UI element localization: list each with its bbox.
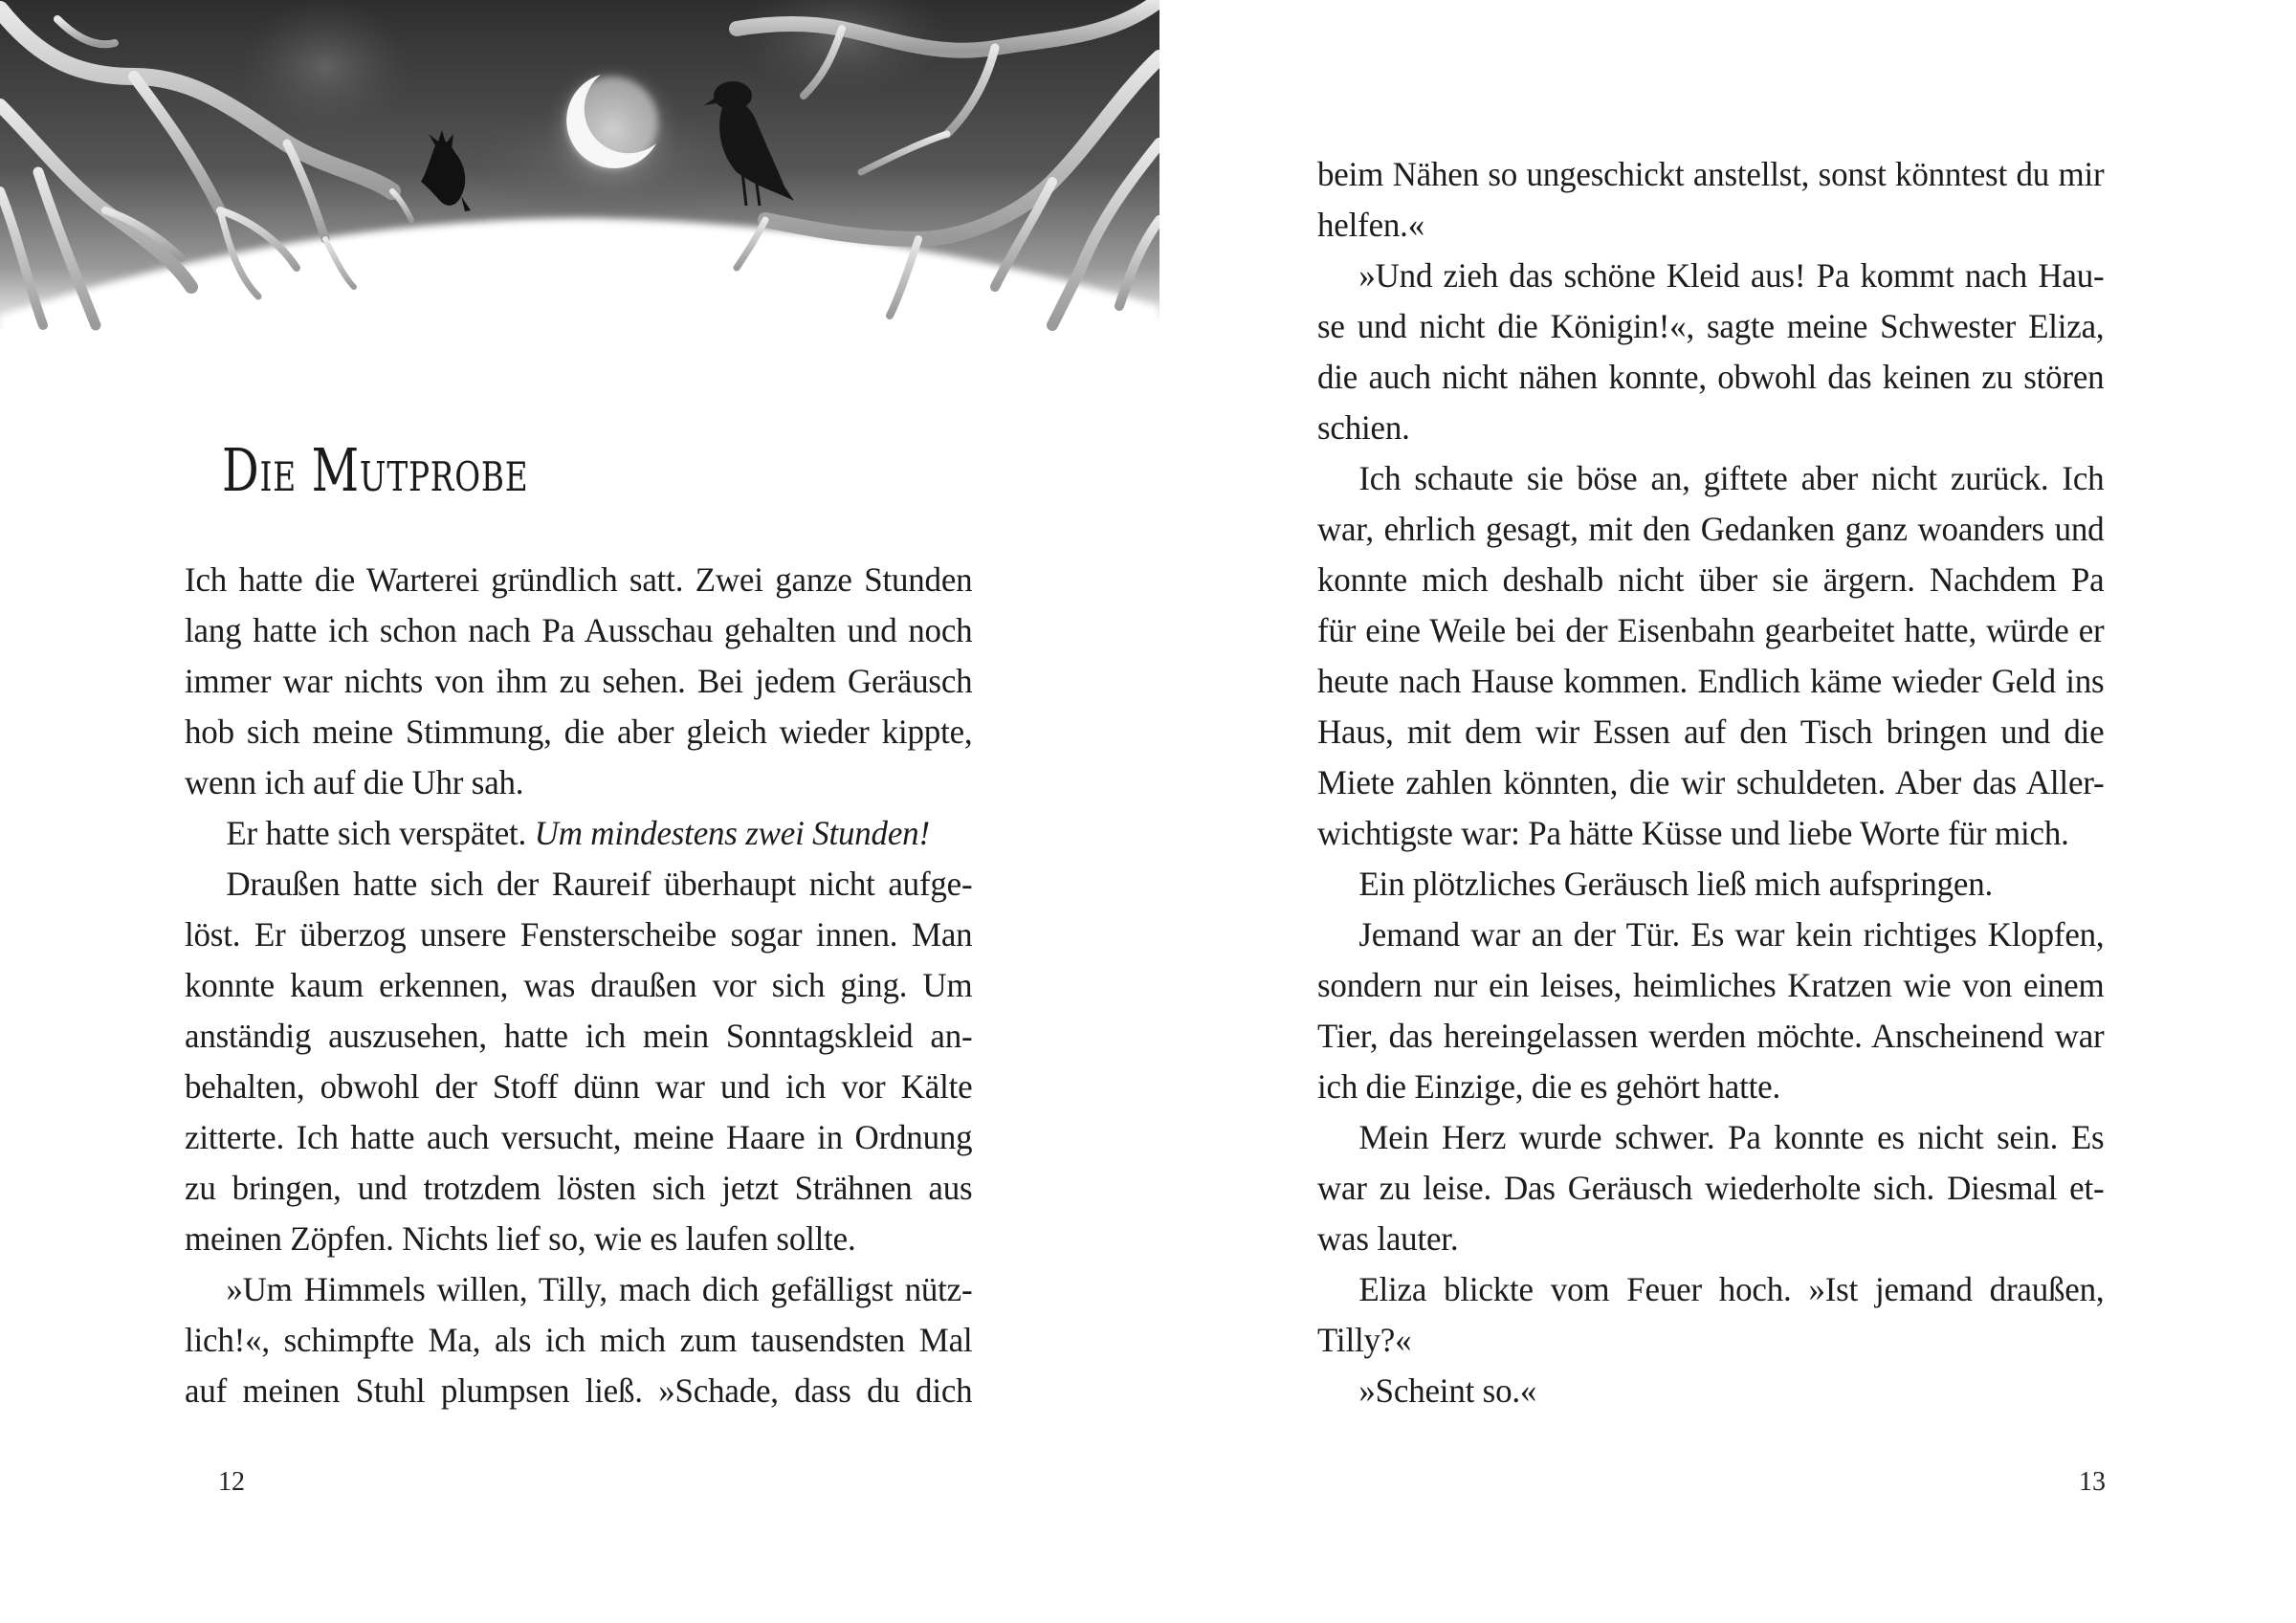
text-line: auf meinen Stuhl plumpsen ließ. »Schade, dass du dich xyxy=(185,1371,973,1410)
text-line: anständig auszusehen, hatte ich mein Sonntagskleid an- xyxy=(185,1017,973,1055)
text-line: Mein Herz wurde schwer. Pa konnte es nicht sein. Es xyxy=(1358,1118,2105,1156)
text-line: war, ehrlich gesagt, mit den Gedanken ganz woanders und xyxy=(1317,510,2105,548)
text-line: löst. Er überzog unsere Fensterscheibe sogar innen. Man xyxy=(185,915,973,954)
chapter-title-cap-1: D xyxy=(222,435,260,505)
text-line: zitterte. Ich hatte auch versucht, meine Haare in Ordnung xyxy=(185,1118,973,1156)
text-line: »Scheint so.« xyxy=(1358,1371,1537,1410)
text-line: die auch nicht nähen konnte, obwohl das keinen zu stören xyxy=(1317,358,2105,396)
text-line xyxy=(185,808,972,859)
text-line: Draußen hatte sich der Raureif überhaupt nicht aufge- xyxy=(226,865,973,903)
text-line: hob sich meine Stimmung, die aber gleich wieder kippte, xyxy=(185,713,973,751)
page-number: 13 xyxy=(2079,1467,2106,1497)
chapter-title xyxy=(222,435,529,505)
right-page-body xyxy=(1317,149,2116,1416)
text-line: Miete zahlen könnten, die wir schuldeten. Aber das Aller- xyxy=(1317,763,2105,801)
text-line: »Und zieh das schöne Kleid aus! Pa kommt nach Hau- xyxy=(1358,256,2105,295)
text-line: schien. xyxy=(1317,408,1410,447)
text-line: immer war nichts von ihm zu sehen. Bei jedem Geräusch xyxy=(185,662,973,700)
text-line: sondern nur ein leises, heimliches Kratzen wie von einem xyxy=(1317,966,2105,1004)
text-line: für eine Weile bei der Eisenbahn gearbeitet hatte, würde er xyxy=(1317,611,2105,649)
text-line: Jemand war an der Tür. Es war kein richtiges Klopfen, xyxy=(1358,915,2105,954)
text-line: helfen.« xyxy=(1317,206,1425,244)
chapter-illustration xyxy=(0,0,1159,373)
text-line: was lauter. xyxy=(1317,1219,1459,1258)
text-line: ich die Einzige, die es gehört hatte. xyxy=(1317,1067,1781,1106)
text-line: war zu leise. Das Geräusch wiederholte sich. Diesmal et- xyxy=(1317,1169,2105,1207)
text-line: Tilly?« xyxy=(1317,1321,1412,1359)
text-line: konnte mich deshalb nicht über sie ärgern. Nachdem Pa xyxy=(1317,560,2105,599)
chapter-title-cap-2: M xyxy=(311,435,360,505)
page-number: 12 xyxy=(218,1467,245,1497)
text-line: meinen Zöpfen. Nichts lief so, wie es laufen sollte. xyxy=(185,1219,856,1258)
text-line: se und nicht die Königin!«, sagte meine Schwester Eliza, xyxy=(1317,307,2105,345)
chapter-title-rest-1: ie xyxy=(259,438,297,505)
text-line: Ich schaute sie böse an, giftete aber nicht zurück. Ich xyxy=(1358,459,2105,497)
text-line: beim Nähen so ungeschickt anstellst, sonst könntest du mir xyxy=(1317,155,2105,193)
left-page-body xyxy=(185,555,984,1416)
text-line: lich!«, schimpfte Ma, als ich mich zum tausendsten Mal xyxy=(185,1321,973,1359)
text-line: heute nach Hause kommen. Endlich käme wieder Geld ins xyxy=(1317,662,2105,700)
text-line: Haus, mit dem wir Essen auf den Tisch bringen und die xyxy=(1317,713,2105,751)
text-segment: Er hatte sich verspätet. xyxy=(226,814,535,852)
text-line: behalten, obwohl der Stoff dünn war und ich vor Kälte xyxy=(185,1067,973,1106)
text-line: Tier, das hereingelassen werden möchte. Anscheinend war xyxy=(1317,1017,2105,1055)
text-line: wenn ich auf die Uhr sah. xyxy=(185,763,524,801)
text-line: Eliza blickte vom Feuer hoch. »Ist jemand draußen, xyxy=(1358,1270,2105,1308)
italic-emphasis: Um mindestens zwei Stunden! xyxy=(534,814,930,852)
chapter-title-rest-2: utprobe xyxy=(359,438,529,505)
night-scene-illustration xyxy=(0,0,1159,373)
text-line: »Um Himmels willen, Tilly, mach dich gefälligst nütz- xyxy=(226,1270,973,1308)
text-line: zu bringen, und trotzdem lösten sich jetzt Strähnen aus xyxy=(185,1169,973,1207)
text-line: wichtigste war: Pa hätte Küsse und liebe Worte für mich. xyxy=(1317,814,2069,852)
text-line: lang hatte ich schon nach Pa Ausschau gehalten und noch xyxy=(185,611,973,649)
text-line: Ein plötzliches Geräusch ließ mich aufspringen. xyxy=(1358,865,1994,903)
text-line: konnte kaum erkennen, was draußen vor sich ging. Um xyxy=(185,966,973,1004)
text-line: Ich hatte die Warterei gründlich satt. Zwei ganze Stunden xyxy=(185,560,973,599)
